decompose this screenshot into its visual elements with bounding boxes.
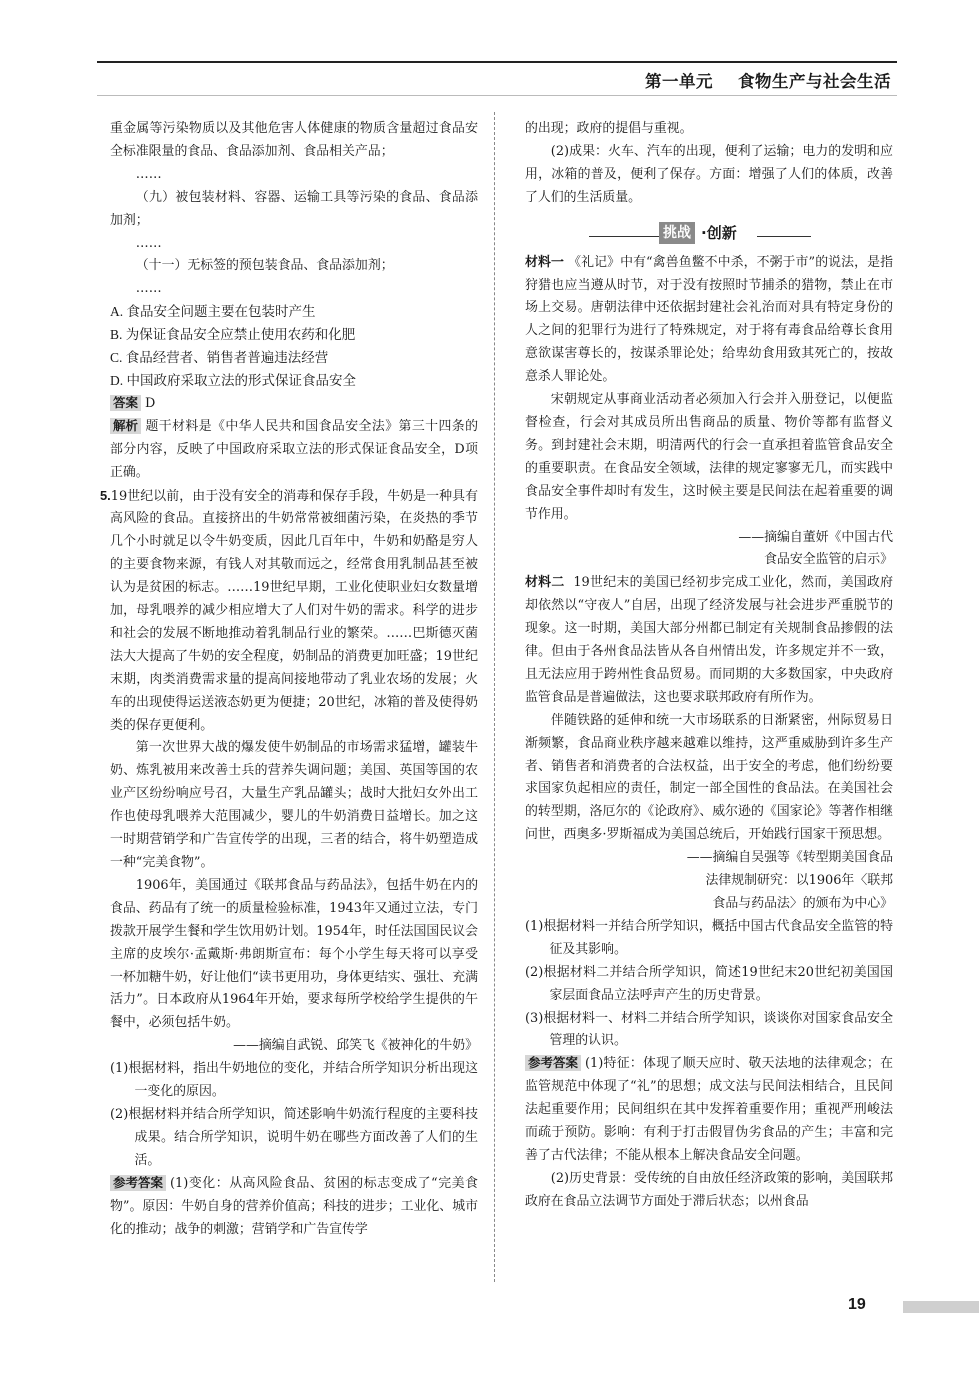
material-text: 《礼记》中有“禽兽鱼鳖不中杀，不粥于市”的说法，是指狩猎也应当遵从时节，对于没有按照时节捕杀的猎物，禁止在市场上交易。唐朝法律中还依据封建社会礼治而对具有特定身份的人之间的犯罪行为进行了特殊规定，对于将有毒食品给尊长食用意欲谋害尊长的，按谋杀罪论处；给卑幼食用致其死亡的，按故意杀人罪论处。 (525, 254, 894, 385)
column-divider (494, 112, 495, 1282)
reference-answer-label: 参考答案 (525, 1055, 581, 1071)
page-number-bar (903, 1301, 979, 1313)
material-text: 19世纪末的美国已经初步完成工业化，然而，美国政府却依然以“守夜人”自居，出现了经济发展与社会进步严重脱节的现象。这一时期，美国大部分州都已制定有关规制食品掺假的法律。但由于各州食品法皆从各自州情出发，许多规定并不一致，且无法应用于跨州性食品贸易。而同期的大多数国家，中央政府监管食品是普遍做法，这也要求联邦政府有所作为。 (525, 575, 894, 705)
heading-rule (589, 236, 659, 237)
reference-answer (110, 1173, 478, 1242)
reference-answer-text: (1)变化：从高风险食品、贫困的标志变成了“完美食物”。原因：牛奶自身的营养价值高；科技的进步；工业化、城市化的推动；战争的刺激；营销学和广告宣传学 (110, 1175, 478, 1237)
source-citation: 食品与药品法〉的颁布为中心》 (712, 896, 893, 911)
heading-rule (757, 236, 811, 237)
law-excerpt-text: 重金属等污染物质以及其他危害人体健康的物质含量超过食品安全标准限量的食品、食品添加剂、食品相关产品； (110, 121, 478, 159)
ellipsis: …… (135, 281, 162, 297)
innovation-label: ·创新 (701, 223, 737, 242)
header-rule (97, 61, 897, 63)
analysis-text: 题干材料是《中华人民共和国食品安全法》第三十四条的部分内容，反映了中国政府采取立法的形式保证食品安全，D项正确。 (110, 418, 478, 480)
page-number: 19 (848, 1296, 866, 1313)
option-c: C. 食品经营者、销售者普遍违法经营 (110, 350, 329, 366)
answer-line (110, 393, 478, 416)
ellipsis: …… (135, 235, 162, 251)
reference-answer-cont: (2)成果：火车、汽车的出现，便利了运输；电力的发明和应用，冰箱的普及，便利了保存。方面：增强了人们的体质，改善了人们的生活质量。 (525, 143, 893, 205)
material-label: 材料一 (525, 254, 564, 270)
source-citation: 法律规制研究：以1906年〈联邦 (705, 873, 893, 889)
unit-title: 第一单元 食物生产与社会生活 (645, 72, 891, 91)
ellipsis: …… (135, 166, 162, 182)
material-one (525, 252, 893, 389)
analysis-label: 解析 (110, 418, 141, 434)
right-column (525, 118, 893, 1214)
law-excerpt-text: （九）被包装材料、容器、运输工具等污染的食品、食品添加剂； (110, 189, 478, 228)
material-text: 宋朝规定从事商业活动者必须加入行会并入册登记，以便监督检查，行会对其成员所出售商品的质量、物价等都有监督义务。到封建社会末期，明清两代的行会一直承担着监管食品安全的重要职责。在食品安全领域，法律的规定寥寥无几，而实践中食品安全事件却时有发生，这时候主要是民间法在起着重要的调节作用。 (525, 392, 893, 522)
source-citation: ——摘编自武锐、邱笑飞《被神化的牛奶》 (233, 1038, 478, 1054)
question-5-material (100, 485, 478, 738)
sub-question: (1)根据材料，指出牛奶地位的变化，并结合所学知识分析出现这一变化的原因。 (110, 1061, 478, 1100)
material-two (525, 572, 893, 709)
source-citation: 食品安全监管的启示》 (764, 552, 893, 568)
analysis-line (110, 416, 478, 485)
answer-value: D (145, 395, 156, 411)
option-a: A. 食品安全问题主要在包装时产生 (110, 304, 316, 320)
header-divider (97, 95, 897, 96)
reference-answer (525, 1053, 893, 1168)
question-number: 5. (100, 487, 111, 503)
challenge-badge: 挑战 (659, 222, 695, 244)
option-d: D. 中国政府采取立法的形式保证食品安全 (110, 372, 356, 388)
material-text: 伴随铁路的延伸和统一大市场联系的日渐紧密，州际贸易日渐频繁，食品商业秩序越来越难以维持，这严重威胁到许多生产者、销售者和消费者的合法权益，出于安全的考虑，他们纷纷要求国家负起相应的责任，制定一部全国性的食品法。在美国社会的转型期，洛厄尔的《论政府》、威尔逊的《国家论》等著作相继问世，西奥多·罗斯福成为美国总统后，开始践行国家干预思想。 (525, 712, 893, 843)
law-excerpt-text: （十一）无标签的预包装食品、食品添加剂； (135, 258, 394, 274)
reference-answer-text: (2)历史背景：受传统的自由放任经济政策的影响，美国联邦政府在食品立法调节方面处于滞后状态；以州食品 (525, 1170, 893, 1209)
reference-answer-label: 参考答案 (110, 1175, 166, 1191)
material-label: 材料二 (525, 575, 565, 591)
question-5-paragraph: 1906年，美国通过《联邦食品与药品法》，包括牛奶在内的食品、药品有了统一的质量检验标准，1943年又通过立法，专门拨款开展学生餐和学生饮用奶计划。1954年，时任法国国民议会主席的皮埃尔·孟戴斯·弗朗斯宣布：每个小学生每天将可以享受一杯加糖牛奶，好让他们“读书更用功，身体更结实、强壮、充满活力”。日本政府从1964年开始，要求每所学校给学生提供的午餐中，必须包括牛奶。 (110, 877, 478, 1031)
sub-question: (2)根据材料二并结合所学知识，简述19世纪末20世纪初美国国家层面食品立法呼声产生的历史背景。 (525, 964, 893, 1003)
section-heading (525, 214, 893, 248)
sub-question: (3)根据材料一、材料二并结合所学知识，谈谈你对国家食品安全管理的认识。 (525, 1010, 893, 1049)
left-column (100, 118, 478, 1241)
question-5-paragraph: 19世纪以前，由于没有安全的消毒和保存手段，牛奶是一种具有高风险的食品。直接挤出的牛奶常常被细菌污染，在炎热的季节几个小时就足以令牛奶变质，因此几百年中，牛奶和奶酪是穷人的主要食物来源，有钱人对其敬而远之，经常食用乳制品甚至被认为是贫困的标志。……19世纪早期，工业化使职业妇女数量增加，母乳喂养的减少相应增大了人们对牛奶的需求。科学的进步和社会的发展不断地推动着乳制品行业的繁荣。……巴斯德灭菌法大大提高了牛奶的安全程度，奶制品的消费更加旺盛；19世纪末期，肉类消费需求量的提高间接地带动了乳业农场的发展；火车的出现使得运送液态奶更为便捷；20世纪，冰箱的普及使得奶类的保存更便利。 (110, 488, 478, 733)
question-5-paragraph: 第一次世界大战的爆发使牛奶制品的市场需求猛增，罐装牛奶、炼乳被用来改善士兵的营养失调问题；美国、英国等国的农业产区纷纷响应号召，大量生产乳品罐头；战时大批妇女外出工作也使母乳喂养大范围减少，婴儿的牛奶消费日益增长。加之这一时期营销学和广告宣传学的出现，三者的结合，将牛奶塑造成一种“完美食物”。 (110, 740, 478, 870)
option-b: B. 为保证食品安全应禁止使用农药和化肥 (110, 327, 356, 343)
source-citation: ——摘编自董妍《中国古代 (738, 529, 893, 545)
answer-label: 答案 (110, 395, 141, 411)
sub-question: (1)根据材料一并结合所学知识，概括中国古代食品安全监管的特征及其影响。 (525, 918, 893, 957)
source-citation: ——摘编自吴强等《转型期美国食品 (686, 850, 893, 866)
reference-answer-cont: 的出现；政府的提倡与重视。 (525, 121, 693, 136)
reference-answer-text: (1)特征：体现了顺天应时、敬天法地的法律观念；在监管规范中体现了“礼”的思想；成文法与民间法相结合，且民间法起重要作用；民间组织在其中发挥着重要作用；重视严刑峻法而疏于预防。影响：有利于打击假冒伪劣食品的产生；丰富和完善了古代法律；不能从根本上解决食品安全问题。 (525, 1056, 893, 1163)
sub-question: (2)根据材料并结合所学知识，简述影响牛奶流行程度的主要科技成果。结合所学知识，说明牛奶在哪些方面改善了人们的生活。 (110, 1106, 478, 1168)
